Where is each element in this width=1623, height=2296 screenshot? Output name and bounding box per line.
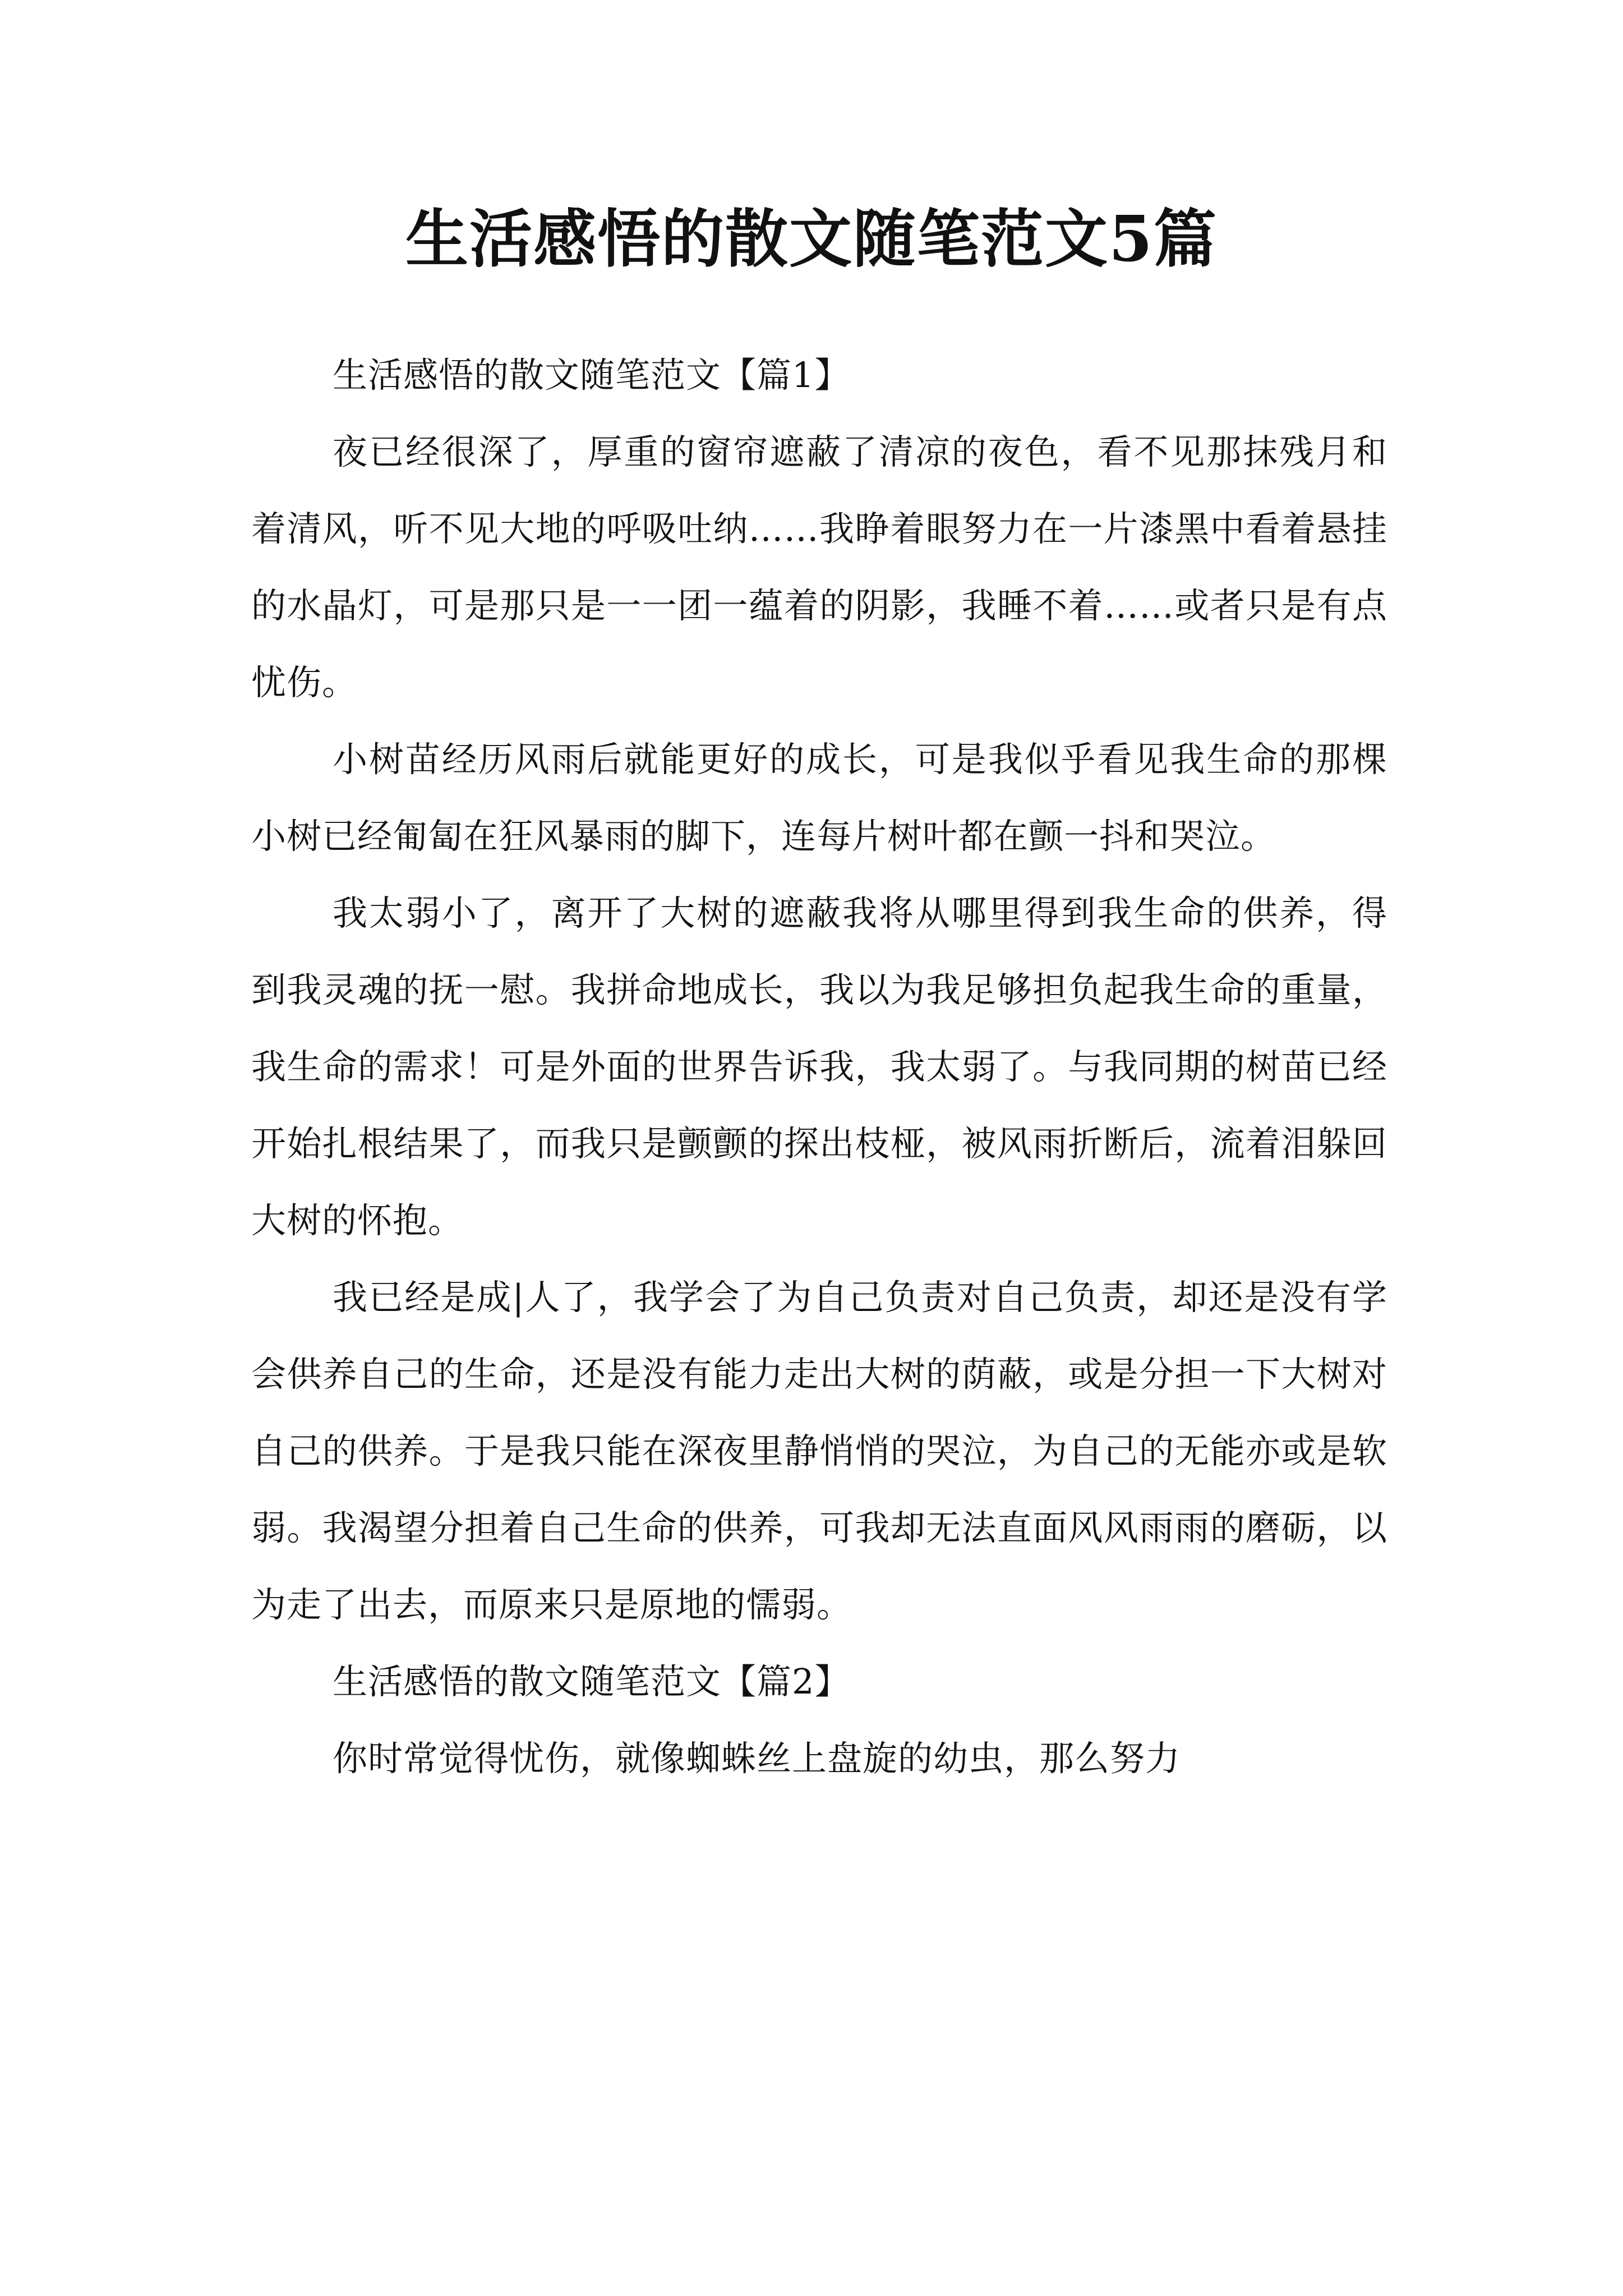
- paragraph: 你时常觉得忧伤，就像蜘蛛丝上盘旋的幼虫，那么努力: [333, 1738, 1181, 1779]
- paragraph: 我太弱小了，离开了大树的遮蔽我将从哪里得到我生命的供养，得到我灵魂的抚一慰。我拼命地成长，我以为我足够担负起我生命的重量，我生命的需求！可是外面的世界告诉我，我太弱了。与我同期的树苗已经开始扎根结果了，而我只是颤颤的探出枝桠，被风雨折断后，流着泪躲回大树的怀抱。: [251, 892, 1387, 1241]
- document-body: [251, 337, 1387, 1797]
- document-title: 生活感悟的散文随笔范文5篇: [405, 203, 1218, 276]
- section-heading-1: 生活感悟的散文随笔范文【篇1】: [333, 355, 850, 395]
- section-heading-2: 生活感悟的散文随笔范文【篇2】: [333, 1661, 850, 1702]
- paragraph: 小树苗经历风雨后就能更好的成长，可是我似乎看见我生命的那棵小树已经匍匐在狂风暴雨的脚下，连每片树叶都在颤一抖和哭泣。: [251, 739, 1387, 857]
- paragraph: 夜已经很深了，厚重的窗帘遮蔽了清凉的夜色，看不见那抹残月和着清风，听不见大地的呼吸吐纳……我睁着眼努力在一片漆黑中看着悬挂的水晶灯，可是那只是一一团一蕴着的阴影，我睡不着……或者只是有点忧伤。: [251, 431, 1387, 703]
- paragraph: 我已经是成|人了，我学会了为自己负责对自己负责，却还是没有学会供养自己的生命，还是没有能力走出大树的荫蔽，或是分担一下大树对自己的供养。于是我只能在深夜里静悄悄的哭泣，为自己的无能亦或是软弱。我渴望分担着自己生命的供养，可我却无法直面风风雨雨的磨砺，以为走了出去，而原来只是原地的懦弱。: [251, 1277, 1387, 1625]
